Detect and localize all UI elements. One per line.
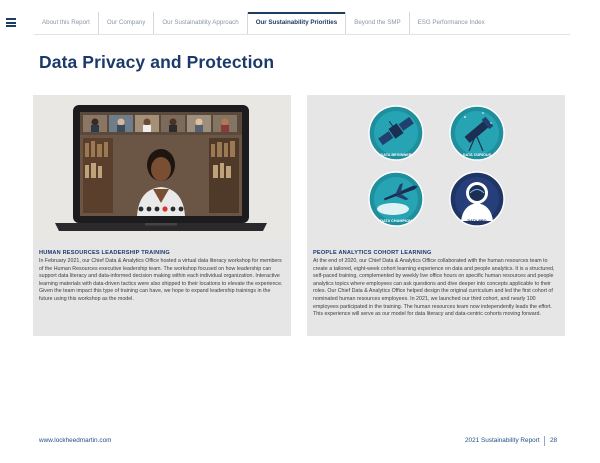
- tab-beyond-the-smp[interactable]: Beyond the SMP: [346, 12, 409, 34]
- people-analytics-cohort-heading: PEOPLE ANALYTICS COHORT LEARNING: [313, 250, 432, 256]
- data-beginner-badge-icon: [369, 106, 423, 160]
- tab-our-company[interactable]: Our Company: [99, 12, 155, 34]
- hr-leadership-training-body: In February 2021, our Chief Data & Analytics Office hosted a virtual data literacy workshop for members of the Human Resources executive leadership team. The workshop focused on how leadership can support data literacy and data-informed decision making within each individual organization. Interactive learning materials with data-driven tactics were also shipped to their locations to elevate the experience. Given the team impact this type of training can have, we hope to expand leadership trainings in the future using this workshop as the model.: [39, 258, 283, 302]
- svg-text:DATA CHAMPION: DATA CHAMPION: [380, 219, 412, 223]
- menu-icon[interactable]: [6, 18, 16, 27]
- tab-esg-performance-index[interactable]: ESG Performance Index: [417, 19, 485, 26]
- nav-tabs: [34, 12, 493, 34]
- hr-leadership-training-heading: HUMAN RESOURCES LEADERSHIP TRAINING: [39, 250, 170, 256]
- svg-text:DATA BEGINNER: DATA BEGINNER: [380, 153, 412, 157]
- data-pro-badge-icon: [450, 172, 504, 226]
- data-curious-badge-icon: [450, 106, 504, 160]
- tab-our-sustainability-priorities[interactable]: Our Sustainability Priorities: [248, 12, 347, 34]
- svg-text:DATA CURIOUS: DATA CURIOUS: [462, 153, 492, 157]
- tab-about-this-report[interactable]: About this Report: [34, 12, 99, 34]
- footer-report-title: 2021 Sustainability Report: [465, 437, 540, 444]
- page-number: 28: [550, 437, 558, 444]
- data-badges-image: [307, 95, 565, 241]
- people-analytics-cohort-panel: [307, 95, 565, 336]
- nav-divider: [34, 34, 570, 35]
- svg-text:DATA PRO: DATA PRO: [467, 219, 487, 223]
- tab-our-sustainability-approach[interactable]: Our Sustainability Approach: [154, 12, 247, 34]
- laptop-video-call-image: [33, 95, 291, 241]
- footer-website-link[interactable]: www.lockheedmartin.com: [39, 437, 112, 444]
- hr-leadership-training-panel: [33, 95, 291, 336]
- footer-divider: [544, 436, 545, 446]
- page-title: Data Privacy and Protection: [39, 52, 275, 72]
- people-analytics-cohort-body: At the end of 2020, our Chief Data & Analytics Office collaborated with the human resources team to create a tailored, eight-week cohort learning experience on data and people analytics. It is a structured, self-paced training, complemented by weekly live office hours on specific human resources and people analytics topics where employees can ask questions and dive deeper into concepts applicable to their roles. Our Chief Data & Analytics Office helped design the original curriculum and led the first cohort of nominated human resources employees. In 2021, we launched our third cohort, and nearly 100 employees participated in the training. The human resources team now independently leads the effort. This experience will serve as our model for data literacy and data-centric cohorts moving forward.: [313, 258, 555, 318]
- data-champion-badge-icon: [369, 172, 423, 226]
- top-navigation: [0, 12, 600, 34]
